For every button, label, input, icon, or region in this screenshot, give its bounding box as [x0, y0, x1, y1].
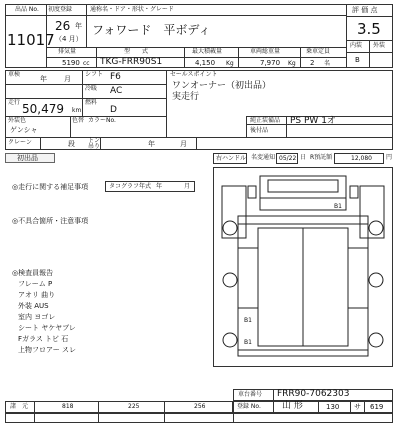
lot-number: 11017 — [7, 31, 55, 49]
fuel-label: 燃料 — [85, 99, 98, 106]
inspection-month: 月 — [64, 75, 71, 83]
first-reg-year: 26 — [55, 19, 71, 33]
interior-grade-label: 内装 — [350, 42, 363, 49]
tachograph-box — [105, 181, 195, 192]
color-no-label: カラーNo. — [88, 117, 116, 124]
inspector-item: 上物フロアー スレ — [18, 346, 77, 354]
ext-color-label: 外装色 — [8, 117, 27, 124]
crane-label: クレーン — [8, 139, 32, 146]
steering-box — [213, 153, 247, 164]
chassis-label: 車台番号 — [238, 391, 263, 398]
model-code: TKG-FRR90S1 — [100, 57, 163, 67]
defect-notes-label: ◎不具合箇所・注意事項 — [12, 217, 89, 225]
gross-weight-unit: Kg — [288, 60, 296, 67]
exterior-grade-label: 外装 — [373, 42, 386, 49]
plate-period-label: 名変通知 — [251, 154, 276, 161]
car-name-label: 通称名・ドア・形状・グレード — [90, 6, 174, 13]
grade-label: 評 価 点 — [352, 6, 378, 14]
recycle-box — [334, 153, 384, 164]
plate-period-unit: 日 — [300, 154, 307, 161]
mileage-unit: km — [72, 107, 82, 114]
shift-value: F6 — [110, 72, 121, 82]
tachograph-month: 月 — [184, 183, 191, 190]
selling-point-2: 実走行 — [172, 92, 200, 102]
fuel-value: D — [110, 105, 117, 115]
crane-lift: 吊り — [88, 143, 101, 150]
dim-width: 225 — [128, 403, 140, 410]
displacement-unit: cc — [83, 60, 90, 67]
registration-class: 130 — [326, 403, 340, 411]
capacity-label: 乗車定員 — [306, 48, 331, 55]
chassis-number: FRR90-7062303 — [277, 389, 350, 399]
crane-ton: トン — [88, 137, 101, 144]
inspection-label: 車検 — [8, 71, 21, 78]
recycle-value: 12,080 — [351, 155, 372, 162]
crane-stage: 段 — [68, 140, 75, 148]
displacement-label: 排気量 — [58, 48, 77, 55]
first-reg-year-unit: 年 — [75, 22, 82, 30]
max-load-label: 最大積載量 — [192, 48, 223, 55]
driving-notes-label: ◎走行に関する補足事項 — [12, 183, 89, 191]
steering-value: 右ハンドル — [216, 155, 247, 162]
color-change-label: 色替 — [72, 117, 85, 124]
damage-mark: B1 — [244, 339, 252, 346]
ext-color: ゲンシャ — [10, 126, 38, 134]
inspection-year: 年 — [40, 75, 47, 83]
equipment-label: 純正装備品 — [250, 117, 281, 124]
crane-month: 月 — [180, 140, 187, 148]
registration-number: 619 — [370, 403, 384, 411]
damage-mark: B1 — [334, 203, 342, 210]
crane-year: 年 — [148, 140, 155, 148]
gross-weight-label: 車両総重量 — [250, 48, 281, 55]
shift-label: シフト — [85, 71, 104, 78]
damage-mark: B1 — [244, 317, 252, 324]
inspector-item: 外装 AUS — [18, 302, 49, 310]
first-reg-month: （4 月） — [55, 35, 83, 43]
mileage-label: 走行 — [8, 99, 21, 106]
car-name: フォワード 平ボディ — [92, 23, 211, 37]
plate-period-box — [276, 153, 298, 164]
tachograph-year: 年 — [156, 183, 163, 190]
inspector-item: アオリ 曲り — [18, 291, 56, 299]
retrofit-label: 後付品 — [250, 127, 269, 134]
selling-points-label: セールスポイント — [170, 71, 218, 78]
dim-length: 818 — [62, 403, 74, 410]
equipment-value: PS PW 1オ — [290, 116, 336, 126]
inspector-item: Fガラス トビ 石 — [18, 335, 69, 343]
registration-area: 山 形 — [282, 401, 303, 411]
overall-grade: 3.5 — [357, 20, 381, 38]
inspector-item: 室内 ヨゴレ — [18, 313, 56, 321]
interior-grade: B — [355, 56, 360, 64]
registration-label: 登録 No. — [237, 403, 261, 410]
ac-label: 冷暖 — [85, 85, 98, 92]
recycle-label: R預託額 — [310, 154, 333, 161]
dimensions-label: 諸 元 — [10, 403, 29, 410]
first-listing-badge: 初出品 — [5, 153, 55, 163]
inspector-item: フレーム P — [18, 280, 53, 288]
truck-diagram — [213, 167, 393, 367]
max-load: 4,150 — [195, 59, 216, 67]
recycle-unit: 円 — [386, 154, 393, 161]
model-label: 型 式 — [124, 48, 149, 55]
truck-outline — [214, 168, 392, 366]
tachograph-label: タコグラフ年式 — [109, 183, 152, 190]
inspector-report-label: ◎検査員報告 — [12, 269, 54, 277]
displacement: 5190 — [62, 59, 80, 67]
plate-period: 05/22 — [279, 155, 297, 162]
inspector-item: シート ヤケヤブレ — [18, 324, 76, 332]
selling-point-1: ワンオーナー（初出品） — [172, 81, 272, 91]
first-reg-label: 初度登録 — [48, 6, 73, 13]
gross-weight: 7,970 — [260, 59, 281, 67]
lot-label: 出品 No. — [15, 6, 39, 13]
max-load-unit: Kg — [226, 60, 234, 67]
capacity: 2 — [310, 59, 315, 67]
dim-height: 256 — [194, 403, 206, 410]
registration-kana: サ — [354, 403, 361, 411]
capacity-unit: 名 — [324, 60, 331, 67]
footer-blank-row — [5, 413, 393, 423]
mileage: 50,479 — [22, 102, 64, 116]
ac-value: AC — [110, 86, 123, 96]
